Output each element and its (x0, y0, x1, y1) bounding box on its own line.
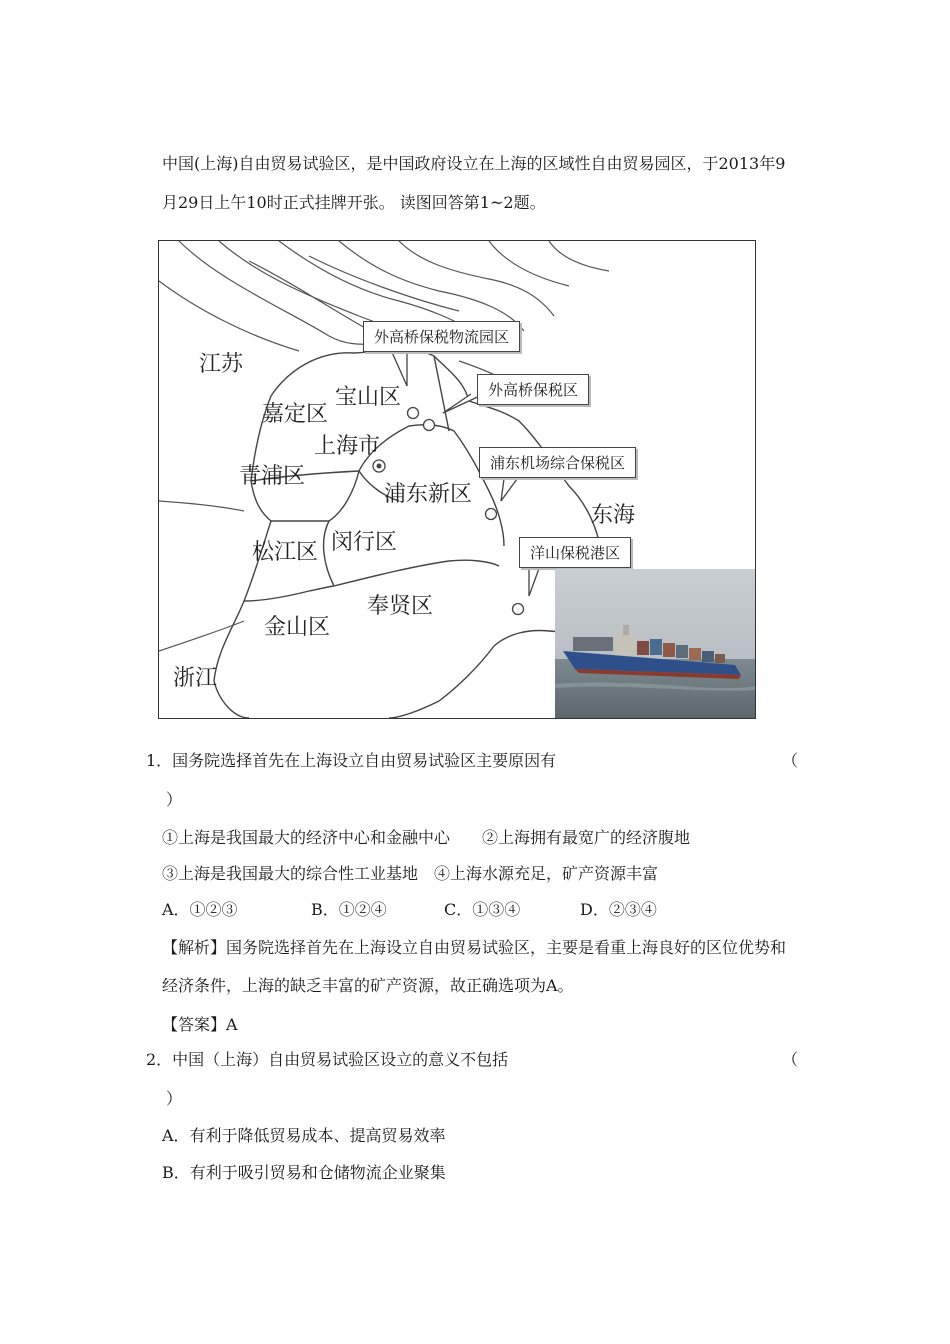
q2-option-a[interactable]: A．有利于降低贸易成本、提高贸易效率 (162, 1126, 446, 1145)
q1-choice-b[interactable]: B．①②④ (311, 900, 387, 919)
label-jiading: 嘉定区 (262, 402, 329, 427)
q1-options-1-2: ①上海是我国最大的经济中心和金融中心 ②上海拥有最宽广的经济腹地 (162, 828, 691, 847)
q2-stem: 2．中国（上海）自由贸易试验区设立的意义不包括 (146, 1050, 509, 1069)
q2-option-b[interactable]: B．有利于吸引贸易和仓储物流企业聚集 (162, 1163, 446, 1182)
label-pudong: 浦东新区 (384, 482, 473, 507)
q1-stem: 1．国务院选择首先在上海设立自由贸易试验区主要原因有 (146, 751, 557, 770)
shanghai-map (158, 240, 756, 719)
q1-analysis-line-1: 【解析】国务院选择首先在上海设立自由贸易试验区，主要是看重上海良好的区位优势和 (162, 938, 787, 957)
label-baoshan: 宝山区 (335, 385, 402, 410)
q1-answer: 【答案】A (162, 1015, 238, 1034)
q2-paren-open: （ (782, 1050, 799, 1069)
callout-pudong-airport: 浦东机场综合保税区 (479, 447, 636, 478)
q1-analysis-line-2: 经济条件，上海的缺乏丰富的矿产资源，故正确选项为A。 (162, 976, 574, 995)
label-jiangsu: 江苏 (199, 352, 244, 377)
label-shanghai-city: 上海市 (314, 434, 381, 459)
callout-yangshan: 洋山保税港区 (519, 537, 631, 568)
label-fengxian: 奉贤区 (367, 594, 434, 619)
q1-choice-d[interactable]: D．②③④ (580, 900, 657, 919)
label-qingpu: 青浦区 (239, 464, 306, 489)
callout-waigaoqiao-bonded: 外高桥保税区 (477, 374, 589, 405)
q1-paren-open: （ (782, 751, 799, 770)
q1-paren-close: ） (166, 790, 183, 809)
callout-waigaoqiao-logistics: 外高桥保税物流园区 (363, 321, 520, 352)
label-zhejiang: 浙江 (173, 666, 218, 691)
label-songjiang: 松江区 (252, 540, 319, 565)
intro-line-2: 月29日上午10时正式挂牌开张。 读图回答第1~2题。 (162, 193, 546, 212)
label-minhang: 闵行区 (331, 530, 398, 555)
q2-paren-close: ） (166, 1089, 183, 1108)
label-jinshan: 金山区 (264, 615, 331, 640)
container-ship-photo (555, 569, 755, 718)
label-donghai: 东海 (591, 503, 636, 528)
intro-line-1: 中国(上海)自由贸易试验区，是中国政府设立在上海的区域性自由贸易园区，于2013年9 (162, 154, 786, 173)
q1-choice-c[interactable]: C．①③④ (444, 900, 521, 919)
q1-choice-a[interactable]: A．①②③ (162, 900, 238, 919)
q1-options-3-4: ③上海是我国最大的综合性工业基地 ④上海水源充足，矿产资源丰富 (162, 864, 659, 883)
